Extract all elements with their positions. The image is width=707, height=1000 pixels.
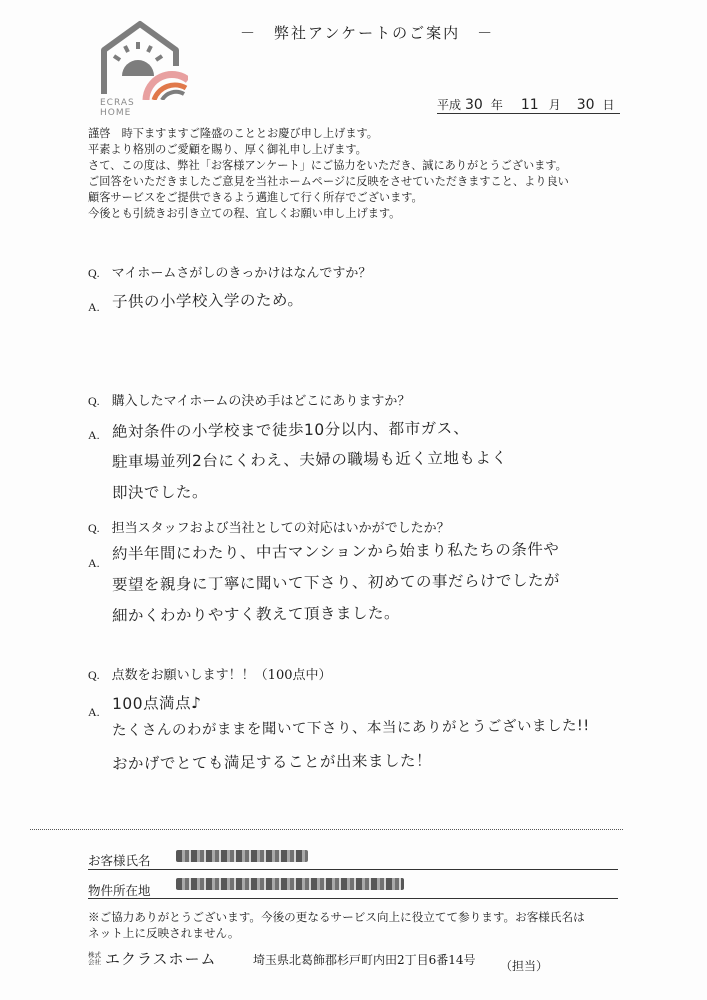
answer-3-line-3: 細かくわかりやすく教えて頂きました。 [111,603,401,625]
date-era: 平成 [437,98,462,112]
question-marker: Q. [88,668,100,682]
date-month-unit: 月 [548,98,561,112]
date-day-unit: 日 [602,98,615,112]
house-sun-icon [92,16,188,100]
question-marker: Q. [88,521,100,535]
customer-name-redacted [176,850,308,862]
kabushiki-line-1: 株式 [88,950,101,959]
company-name [88,948,217,969]
kabushiki-kaisha-mark [88,952,101,966]
date-year: 30 [465,97,483,113]
property-address-line [88,898,618,899]
greeting-line: 謹啓 時下ますますご隆盛のこととお慶び申し上げます。 [88,127,378,140]
question-4 [88,664,332,683]
question-2 [88,390,410,409]
date-underline [437,113,620,114]
answer-4-line-1: 100点満点♪ [111,694,202,713]
answer-marker: A. [88,556,100,570]
answer-3-line-2: 要望を親身に丁寧に聞いて下さり、初めての事だらけでしたが [111,571,561,594]
question-text: 点数をお願いします！！（100点中） [111,668,332,683]
company-name-text: エクラスホーム [105,950,217,968]
date-month: 11 [520,97,539,113]
date-day: 30 [576,97,595,113]
ecras-home-logo [92,16,188,124]
answer-3-line-1: 約半年間にわたり、中古マンションから始まり私たちの条件や [111,540,560,563]
kabushiki-line-2: 会社 [88,957,101,966]
greeting-text [88,126,688,222]
answer-4-line-3: おかげでとても満足することが出来ました！ [111,751,433,773]
answer-4-line-2: たくさんのわがままを聞いて下さり、本当にありがとうございました!! [111,717,590,739]
notice-line: ネット上に反映されません。 [88,926,240,940]
answer-marker: A. [88,300,100,314]
date-line [437,96,615,113]
question-3 [88,517,450,536]
answer-2-line-1: 絶対条件の小学校まで徒歩10分以内、都市ガス、 [111,419,470,441]
greeting-line: 今後とも引続きお引き立ての程、宜しくお願い申し上げます。 [88,207,401,220]
question-marker: Q. [88,266,100,280]
answer-2-line-3: 即決でした。 [111,482,209,502]
answer-marker: A. [88,428,100,442]
question-1 [88,262,371,281]
greeting-line: 顧客サービスをご提供できるよう邁進して行く所存でございます。 [88,191,423,204]
question-marker: Q. [88,394,100,408]
property-address-label: 物件所在地 [88,883,151,898]
logo-line-2: HOME [100,108,132,118]
question-text: マイホームさがしのきっかけはなんですか？ [111,266,372,281]
company-address: 埼玉県北葛飾郡杉戸町内田2丁目6番14号 [253,953,476,967]
question-text: 担当スタッフおよび当社としての対応はいかがでしたか？ [111,521,450,536]
dotted-divider [30,829,623,830]
answer-marker: A. [88,705,100,719]
notice-line: ※ご協力ありがとうございます。今後の更なるサービス向上に役立てて参ります。お客様氏名は [88,910,585,924]
customer-name-line [88,869,618,870]
staff-in-charge-label: （担当） [500,959,549,973]
greeting-line: 平素より格別のご愛顧を賜り、厚く御礼申し上げます。 [88,143,367,156]
logo-wordmark [100,98,135,118]
logo-line-1: ECRAS [100,98,135,108]
property-address-redacted [176,878,404,890]
privacy-notice [88,909,688,941]
question-text: 購入したマイホームの決め手はどこにありますか？ [111,394,411,409]
date-year-unit: 年 [490,98,503,112]
answer-2-line-2: 駐車場並列2台にくわえ、夫婦の職場も近く立地もよく [111,448,508,471]
answer-1-line-1: 子供の小学校入学のため。 [111,290,304,311]
greeting-line: ご回答をいただきましたご意見を当社ホームページに反映をさせていただきますこと、より良い [88,175,569,188]
greeting-line: さて、この度は、弊社「お客様アンケート」にご協力をいただき、誠にありがとうございます。 [88,159,567,172]
customer-name-label: お客様氏名 [88,853,151,868]
page-title: － 弊社アンケートのご案内 － [240,24,495,42]
